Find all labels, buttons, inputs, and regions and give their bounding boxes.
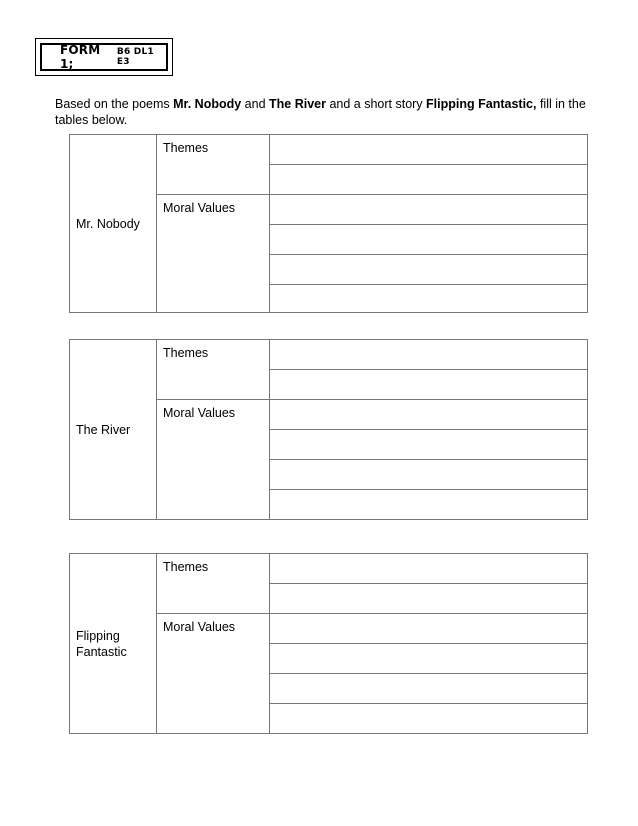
poem-title-2: The River <box>269 97 326 111</box>
moral-values-label: Moral Values <box>157 195 270 313</box>
answer-line[interactable] <box>270 340 588 370</box>
instruction-suffix: fill in the tables below. <box>55 97 586 127</box>
form-label-box <box>35 38 173 76</box>
literature-title-text: Mr. Nobody <box>76 216 140 231</box>
answer-line[interactable] <box>270 460 588 490</box>
literature-title-text: The River <box>76 422 131 437</box>
themes-label: Themes <box>157 554 270 614</box>
answer-line[interactable] <box>270 400 588 430</box>
answer-line[interactable] <box>270 490 588 520</box>
story-title: Flipping Fantastic, <box>426 97 537 111</box>
answer-line[interactable] <box>270 430 588 460</box>
literature-title-line2: Fantastic <box>76 644 127 659</box>
instruction-mid: and a short story <box>325 97 427 111</box>
answer-line[interactable] <box>270 370 588 400</box>
answer-line[interactable] <box>270 584 588 614</box>
moral-values-label: Moral Values <box>157 400 270 520</box>
form-label: FORM 1; <box>60 43 101 71</box>
answer-line[interactable] <box>270 165 588 195</box>
form-label-inner <box>40 43 168 71</box>
table-flipping-fantastic <box>69 553 588 734</box>
answer-line[interactable] <box>270 554 588 584</box>
instruction-and: and <box>241 97 270 111</box>
answer-line[interactable] <box>270 285 588 313</box>
answer-line[interactable] <box>270 644 588 674</box>
poem-title-1: Mr. Nobody <box>173 97 242 111</box>
answer-line[interactable] <box>270 704 588 734</box>
themes-label: Themes <box>157 135 270 195</box>
themes-label: Themes <box>157 340 270 400</box>
literature-title <box>70 554 157 734</box>
table-the-river <box>69 339 588 520</box>
answer-line[interactable] <box>270 195 588 225</box>
form-code: B6 DL1 E3 <box>116 47 154 67</box>
table-mr-nobody <box>69 134 588 313</box>
literature-title <box>70 340 157 520</box>
answer-line[interactable] <box>270 255 588 285</box>
moral-values-label: Moral Values <box>157 614 270 734</box>
literature-title-line1: Flipping <box>76 628 120 643</box>
instruction-prefix: Based on the poems <box>55 97 174 111</box>
answer-line[interactable] <box>270 225 588 255</box>
answer-line[interactable] <box>270 135 588 165</box>
literature-title <box>70 135 157 313</box>
answer-line[interactable] <box>270 614 588 644</box>
instruction-text <box>55 96 600 128</box>
answer-line[interactable] <box>270 674 588 704</box>
